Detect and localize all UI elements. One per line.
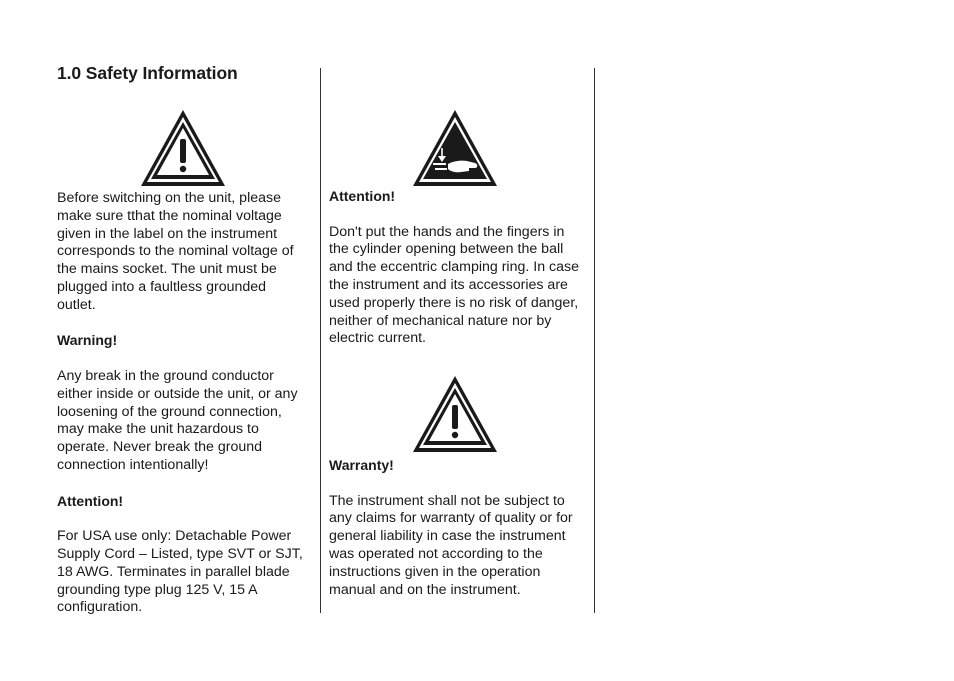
warranty-title: Warranty! [329, 457, 394, 473]
middle-column-top [329, 188, 587, 366]
hand-crush-warning-icon [411, 108, 499, 188]
hands-paragraph: Don't put the hands and the fingers in the cylinder opening between the ball and the eccentric clamping ring. In case the instrument and its accessories are used properly there is no risk of danger, neither of mechanical nature nor by electric current. [329, 223, 579, 347]
voltage-paragraph: Before switching on the unit, please make sure tthat the nominal voltage given in the label on the instrument corresponds to the nominal voltage of the mains socket. The unit must be plugged into a faultless grounded outlet. [57, 190, 294, 313]
attention-title: Attention! [329, 188, 396, 204]
attention-title: Attention! [57, 492, 124, 509]
left-column [57, 190, 307, 635]
exclamation-warning-icon [139, 108, 227, 188]
column-divider [320, 68, 321, 613]
page-title: 1.0 Safety Information [57, 63, 238, 83]
middle-column-bottom [329, 457, 587, 617]
column-divider [594, 68, 595, 613]
warranty-paragraph: The instrument shall not be subject to any claims for warranty of quality or for general liability in case the instrument was operated not according to the instructions given in the operation manual and on the instrument. [329, 492, 573, 598]
usa-paragraph: For USA use only: Detachable Power Supply Cord – Listed, type SVT or SJT, 18 AWG. Terminates in parallel blade grounding type plug 125 V, 15 A configuration. [57, 528, 303, 616]
exclamation-warning-icon [411, 374, 499, 454]
ground-paragraph: Any break in the ground conductor either inside or outside the unit, or any loosening of the ground connection, may make the unit hazardous to operate. Never break the ground connection intentionally! [57, 367, 298, 473]
warning-title: Warning! [57, 332, 118, 349]
